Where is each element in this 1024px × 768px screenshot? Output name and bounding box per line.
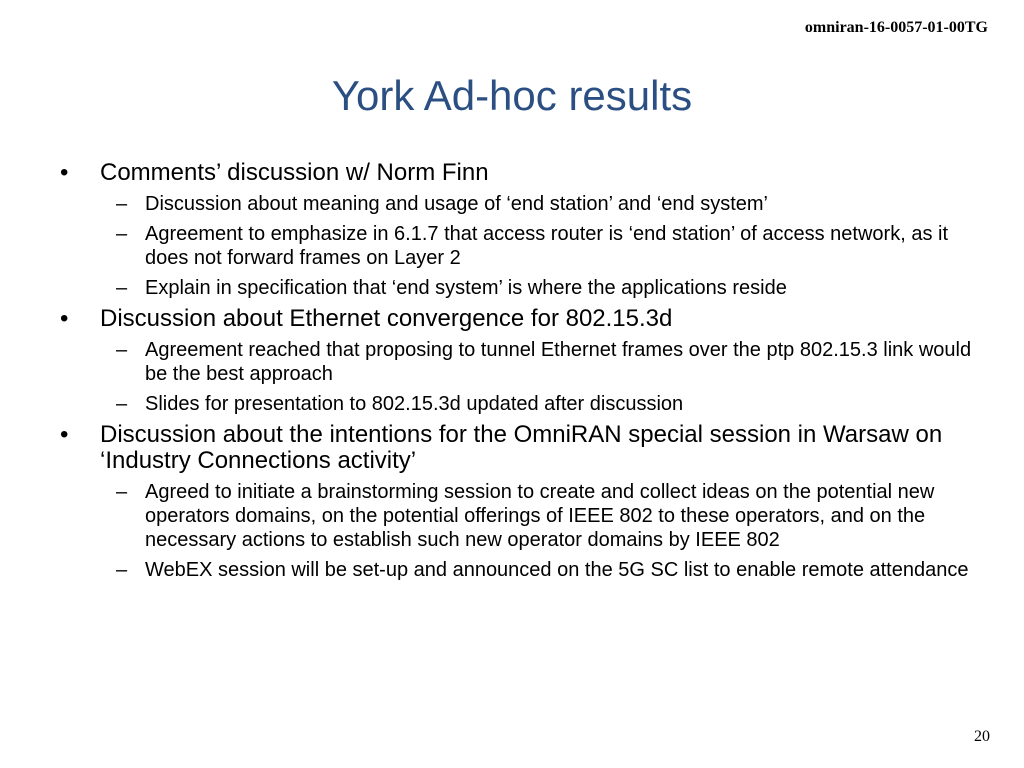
sub-bullet-item bbox=[58, 558, 978, 582]
bullet-text: Discussion about the intentions for the OmniRAN special session in Warsaw on ‘Industry Connections activity’ bbox=[100, 421, 943, 474]
slide-title: York Ad-hoc results bbox=[331, 72, 693, 119]
bullet-text: Discussion about Ethernet convergence for 802.15.3d bbox=[100, 305, 673, 332]
sub-bullet-item bbox=[58, 480, 978, 552]
sub-bullet-item bbox=[58, 192, 978, 216]
sub-bullet-text: Slides for presentation to 802.15.3d updated after discussion bbox=[145, 393, 684, 415]
sub-bullet-text: Explain in specification that ‘end system’ is where the applications reside bbox=[145, 277, 787, 299]
sub-bullet-marker: – bbox=[116, 193, 128, 215]
sub-bullet-item bbox=[58, 338, 978, 386]
slide-content bbox=[58, 160, 978, 582]
sub-bullet-marker: – bbox=[116, 393, 128, 415]
sub-bullet-marker: – bbox=[116, 481, 128, 503]
sub-bullet-marker: – bbox=[116, 277, 128, 299]
sub-bullet-marker: – bbox=[116, 339, 128, 361]
sub-bullet-text: Discussion about meaning and usage of ‘end station’ and ‘end system’ bbox=[145, 193, 768, 215]
sub-bullet-item bbox=[58, 392, 978, 416]
sub-bullet-item bbox=[58, 276, 978, 300]
sub-bullet-text: WebEX session will be set-up and announced on the 5G SC list to enable remote attendance bbox=[145, 559, 969, 581]
sub-bullet-marker: – bbox=[116, 223, 128, 245]
bullet-marker: • bbox=[60, 305, 69, 332]
sub-bullet-text: Agreement reached that proposing to tunnel Ethernet frames over the ptp 802.15.3 link would be the best approach bbox=[145, 339, 972, 385]
bullet-text: Comments’ discussion w/ Norm Finn bbox=[100, 159, 489, 186]
bullet-item bbox=[58, 422, 978, 474]
sub-bullet-item bbox=[58, 222, 978, 270]
document-id: omniran-16-0057-01-00TG bbox=[804, 19, 988, 36]
bullet-item bbox=[58, 160, 978, 186]
sub-bullet-text: Agreed to initiate a brainstorming session to create and collect ideas on the potential new operators domains, on the potential offerings of IEEE 802 to these operators, and on the necessary actions to establish such new operator domains by IEEE 802 bbox=[145, 481, 935, 551]
sub-bullet-marker: – bbox=[116, 559, 128, 581]
bullet-item bbox=[58, 306, 978, 332]
bullet-marker: • bbox=[60, 421, 69, 448]
sub-bullet-text: Agreement to emphasize in 6.1.7 that access router is ‘end station’ of access network, as it does not forward frames on Layer 2 bbox=[145, 223, 948, 269]
bullet-marker: • bbox=[60, 159, 69, 186]
page-number: 20 bbox=[974, 728, 990, 745]
